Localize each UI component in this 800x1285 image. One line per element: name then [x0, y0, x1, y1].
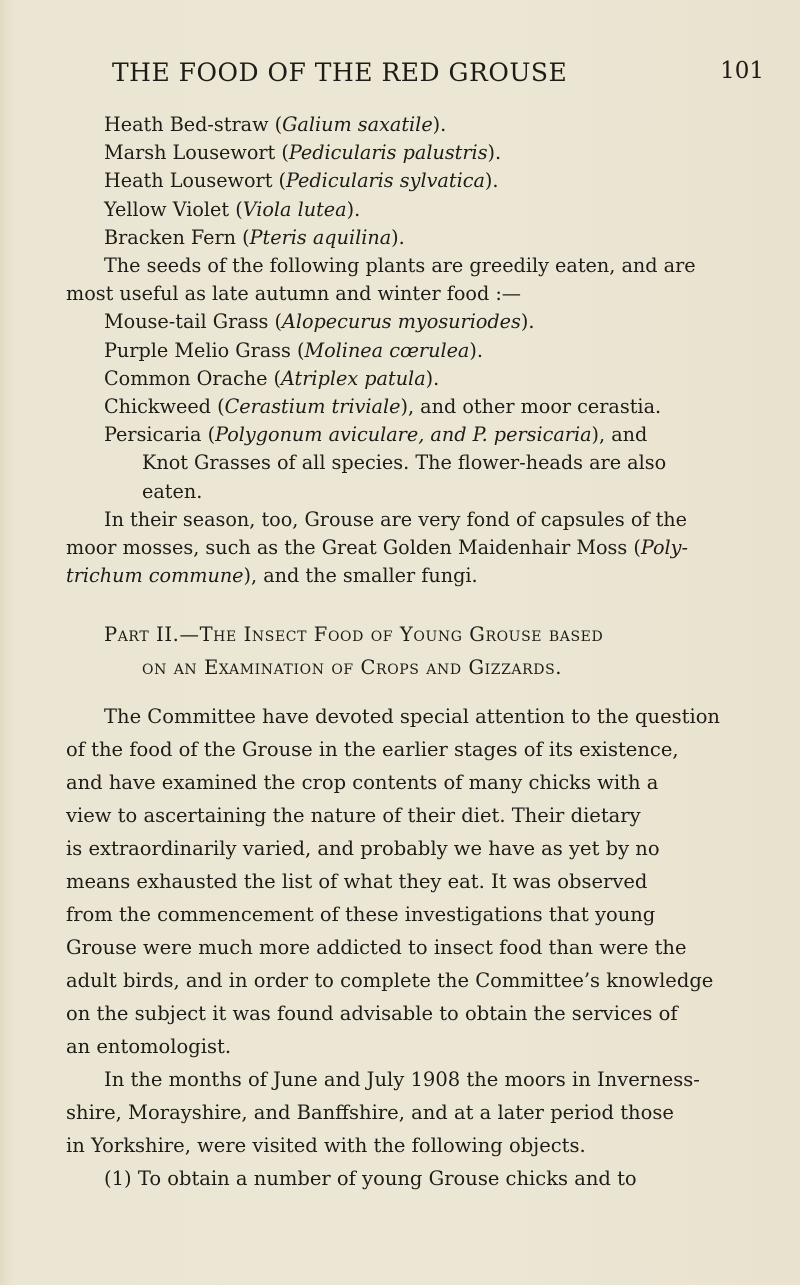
- plant-entry: Purple Melio Grass (Molinea cœrulea).: [104, 338, 483, 362]
- paragraph-line: The Committee have devoted special attention to the question: [104, 705, 720, 729]
- plant-entry-continuation: eaten.: [142, 479, 203, 503]
- paragraph-line: is extraordinarily varied, and probably we have as yet by no: [66, 837, 660, 861]
- section-heading-line: Part II.—The Insect Food of Young Grouse based: [104, 623, 604, 647]
- seeds-intro-line: most useful as late autumn and winter food :—: [66, 282, 521, 306]
- section-heading: [104, 618, 766, 684]
- committee-paragraph: [66, 700, 766, 1195]
- plant-entry: Bracken Fern (Pteris aquilina).: [104, 225, 405, 249]
- running-head: [112, 58, 764, 92]
- page-number: 101: [720, 58, 764, 84]
- plant-entry: Persicaria (Polygonum aviculare, and P. persicaria), and: [104, 423, 648, 447]
- paragraph-line: an entomologist.: [66, 1035, 232, 1059]
- paragraph-line: on the subject it was found advisable to obtain the services of: [66, 1002, 678, 1026]
- paragraph-line: means exhausted the list of what they eat. It was observed: [66, 870, 648, 894]
- plant-entry: Marsh Lousewort (Pedicularis palustris).: [104, 141, 502, 165]
- paragraph-line: from the commencement of these investigations that young: [66, 903, 656, 927]
- mosses-line: moor mosses, such as the Great Golden Maidenhair Moss (Poly-: [66, 536, 688, 560]
- plant-entry: Mouse-tail Grass (Alopecurus myosuriodes).: [104, 310, 535, 334]
- plant-entry: Chickweed (Cerastium triviale), and other moor cerastia.: [104, 395, 662, 419]
- plant-entry: Heath Lousewort (Pedicularis sylvatica).: [104, 169, 499, 193]
- paragraph-line: of the food of the Grouse in the earlier stages of its existence,: [66, 738, 679, 762]
- plant-entry-continuation: Knot Grasses of all species. The flower-heads are also: [142, 451, 667, 475]
- paragraph-line: (1) To obtain a number of young Grouse chicks and to: [104, 1167, 637, 1191]
- mosses-line: trichum commune), and the smaller fungi.: [66, 564, 478, 588]
- paragraph-line: and have examined the crop contents of many chicks with a: [66, 771, 659, 795]
- paragraph-line: view to ascertaining the nature of their diet. Their dietary: [66, 804, 641, 828]
- plant-entry: Heath Bed-straw (Galium saxatile).: [104, 113, 447, 136]
- paragraph-line: In the months of June and July 1908 the moors in Inverness-: [104, 1068, 700, 1092]
- paragraph-line: in Yorkshire, were visited with the following objects.: [66, 1134, 586, 1158]
- paragraph-line: shire, Morayshire, and Banffshire, and at a later period those: [66, 1101, 674, 1125]
- plant-entry: Yellow Violet (Viola lutea).: [104, 197, 361, 221]
- paragraph-line: adult birds, and in order to complete the Committee’s knowledge: [66, 969, 714, 993]
- mosses-line: In their season, too, Grouse are very fond of capsules of the: [104, 507, 687, 531]
- page-text: [66, 111, 766, 1195]
- running-head-title: THE FOOD OF THE RED GROUSE: [112, 58, 568, 87]
- plant-entry: Common Orache (Atriplex patula).: [104, 366, 440, 390]
- seeds-intro-line: The seeds of the following plants are greedily eaten, and are: [104, 254, 696, 278]
- section-heading-line: on an Examination of Crops and Gizzards.: [142, 656, 563, 680]
- paragraph-line: Grouse were much more addicted to insect food than were the: [66, 936, 687, 960]
